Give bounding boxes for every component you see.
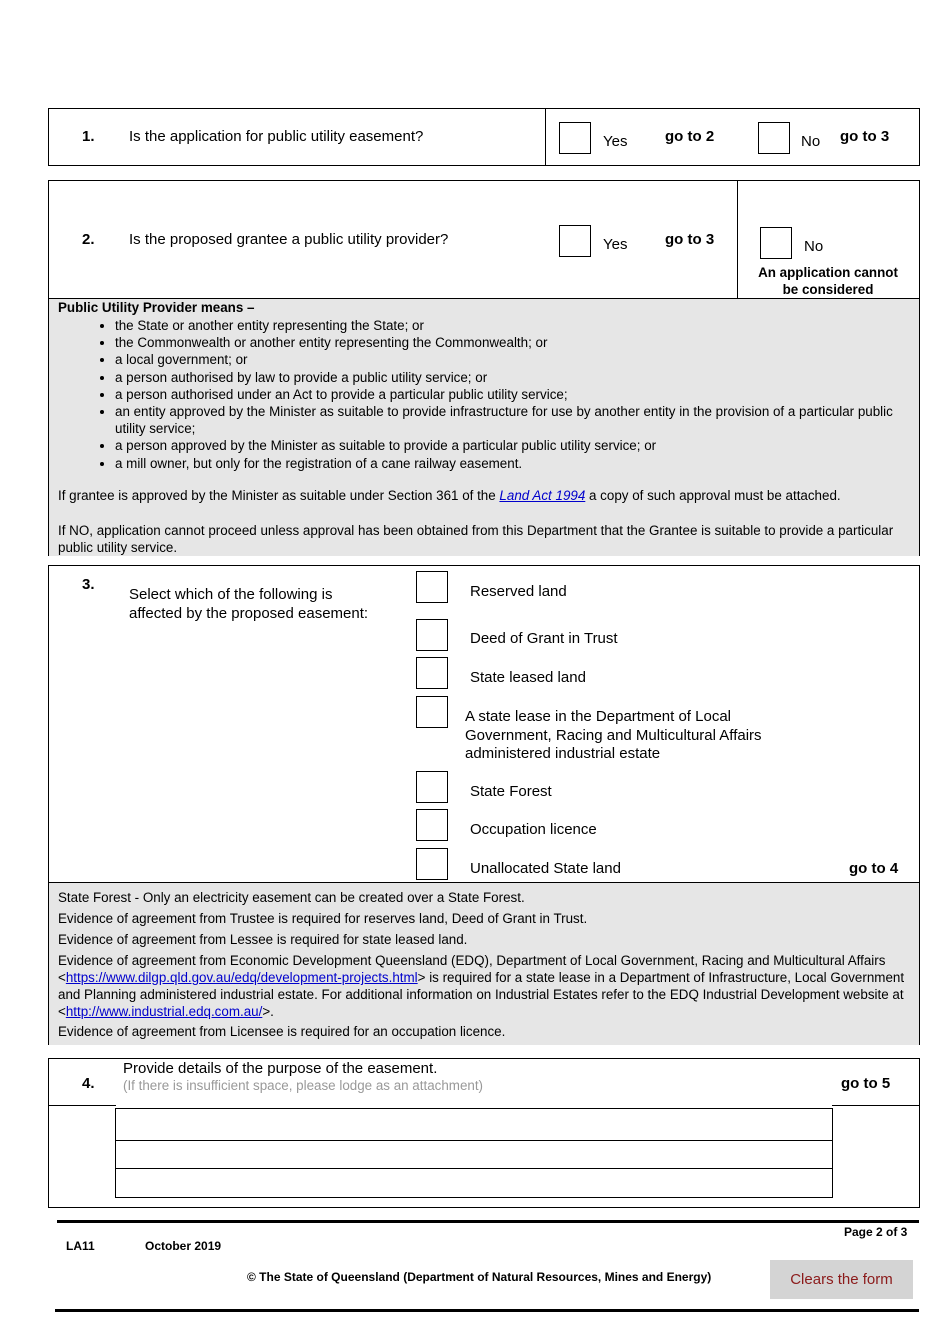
unallocated-land-checkbox[interactable]	[416, 848, 448, 880]
footer-top-rule	[57, 1220, 919, 1223]
pup-item: • a person authorised by law to provide a public utility service; or	[115, 369, 920, 386]
purpose-line-1[interactable]	[116, 1109, 832, 1141]
occupation-licence-label: Occupation licence	[470, 821, 597, 838]
unallocated-land-label: Unallocated State land	[470, 860, 621, 877]
pup-panel	[49, 298, 919, 556]
question-4-text: Provide details of the purpose of the easement.	[123, 1060, 438, 1077]
question-3-number: 3.	[82, 576, 95, 593]
question-4-header-rule-right	[832, 1105, 920, 1106]
question-2-text: Is the proposed grantee a public utility provider?	[129, 231, 449, 248]
industrial-edq-link[interactable]: http://www.industrial.edq.com.au/	[65, 1004, 263, 1019]
question-3-line2: affected by the proposed easement:	[129, 605, 369, 622]
pup-item: • a person authorised under an Act to provide a particular public utility service;	[115, 386, 920, 403]
question-4-number: 4.	[82, 1075, 95, 1092]
industrial-estate-line2: Government, Racing and Multicultural Affairs	[465, 726, 762, 744]
footer-page: Page 2 of 3	[844, 1225, 908, 1239]
occupation-licence-checkbox[interactable]	[416, 809, 448, 841]
footer-bottom-rule	[55, 1309, 919, 1312]
state-leased-land-checkbox[interactable]	[416, 657, 448, 689]
pup-item: • the State or another entity representing the State; or	[115, 317, 920, 334]
purpose-input-table	[115, 1108, 833, 1198]
question-1-text: Is the application for public utility easement?	[129, 128, 424, 145]
q2-yes-label: Yes	[603, 236, 628, 253]
question-3-line1: Select which of the following is	[129, 586, 333, 603]
question-3-text	[129, 585, 368, 623]
q2-yes-checkbox[interactable]	[559, 225, 591, 257]
q2-yes-goto: go to 3	[665, 231, 715, 248]
clear-form-button[interactable]: Clears the form	[770, 1260, 913, 1299]
pup-approval-post: a copy of such approval must be attached.	[585, 488, 841, 503]
question-4-hint: (If there is insufficient space, please lodge as an attachment)	[123, 1078, 484, 1093]
state-forest-checkbox[interactable]	[416, 771, 448, 803]
question-2-number: 2.	[82, 231, 95, 248]
q4-goto: go to 5	[841, 1075, 891, 1092]
pup-item: • the Commonwealth or another entity representing the Commonwealth; or	[115, 334, 920, 351]
q1-no-goto: go to 3	[840, 128, 890, 145]
reserved-land-label: Reserved land	[470, 583, 567, 600]
state-forest-label: State Forest	[470, 783, 552, 800]
q1-yes-checkbox[interactable]	[559, 122, 591, 154]
industrial-estate-label	[465, 708, 762, 764]
pup-approval-pre: If grantee is approved by the Minister as suitable under Section 361 of the	[58, 488, 500, 503]
q2-no-note-line1: An application cannot	[758, 265, 898, 280]
footer-form-code: LA11	[66, 1239, 95, 1253]
question-4-header-rule	[48, 1105, 116, 1106]
q1-no-label: No	[801, 133, 821, 150]
note-state-forest: State Forest - Only an electricity easement can be created over a State Forest.	[58, 890, 525, 905]
pup-approval-note	[58, 488, 841, 503]
footer-date: October 2019	[145, 1239, 222, 1253]
q1-no-checkbox[interactable]	[758, 122, 790, 154]
pup-heading: Public Utility Provider means –	[58, 300, 255, 315]
reserved-land-checkbox[interactable]	[416, 571, 448, 603]
question-1-number: 1.	[82, 128, 95, 145]
note-trustee: Evidence of agreement from Trustee is required for reserves land, Deed of Grant in Trust.	[58, 911, 588, 926]
deed-of-grant-label: Deed of Grant in Trust	[470, 630, 618, 647]
note-licensee: Evidence of agreement from Licensee is required for an occupation licence.	[58, 1024, 506, 1039]
q2-no-note-line2: be considered	[782, 281, 874, 297]
pup-item: • a mill owner, but only for the registration of a cane railway easement.	[115, 455, 920, 472]
purpose-line-3[interactable]	[116, 1169, 832, 1197]
q1-yes-label: Yes	[603, 133, 628, 150]
note-edq-pre: Evidence of agreement from Economic Development Queensland (EDQ), Department of Local Government, Racing and Multicultural Affairs <	[58, 953, 886, 985]
pup-no-note: If NO, application cannot proceed unless approval has been obtained from this Department that the Grantee is suitable to provide a particular public utility service.	[58, 523, 894, 555]
pup-list	[58, 317, 920, 472]
pup-item: • a person approved by the Minister as suitable to provide a particular public utility service; or	[115, 437, 920, 454]
footer-copyright: © The State of Queensland (Department of Natural Resources, Mines and Energy)	[247, 1270, 712, 1284]
q3-goto: go to 4	[849, 860, 899, 877]
pup-item: • an entity approved by the Minister as suitable to provide infrastructure for use by another entity in the provision of a particular public utility service;	[115, 403, 920, 437]
deed-of-grant-checkbox[interactable]	[416, 619, 448, 651]
q2-no-checkbox[interactable]	[760, 227, 792, 259]
edq-link[interactable]: https://www.dilgp.qld.gov.au/edq/development-projects.html	[65, 970, 418, 985]
note-edq-post: >.	[262, 1004, 274, 1019]
note-edq-mid: > is required for a state lease in a Department of Infrastructure, Local Government and Planning administered industrial estate. For additional information on Industrial Estates refer to the EDQ Industrial Development website at <	[58, 970, 905, 1019]
question-1-divider	[545, 108, 546, 166]
industrial-estate-line3: administered industrial estate	[465, 745, 661, 762]
purpose-line-2[interactable]	[116, 1141, 832, 1169]
question-2-divider	[737, 180, 738, 298]
land-act-link[interactable]: Land Act 1994	[499, 488, 586, 503]
pup-item: • a local government; or	[115, 351, 920, 368]
q1-yes-goto: go to 2	[665, 128, 715, 145]
q2-no-note	[740, 265, 916, 298]
industrial-estate-checkbox[interactable]	[416, 696, 448, 728]
note-edq	[58, 952, 910, 1020]
industrial-estate-line1: A state lease in the Department of Local	[465, 708, 731, 725]
note-lessee: Evidence of agreement from Lessee is required for state leased land.	[58, 932, 468, 947]
q2-no-label: No	[804, 238, 824, 255]
q3-notes-panel	[49, 882, 919, 1045]
state-leased-land-label: State leased land	[470, 669, 586, 686]
